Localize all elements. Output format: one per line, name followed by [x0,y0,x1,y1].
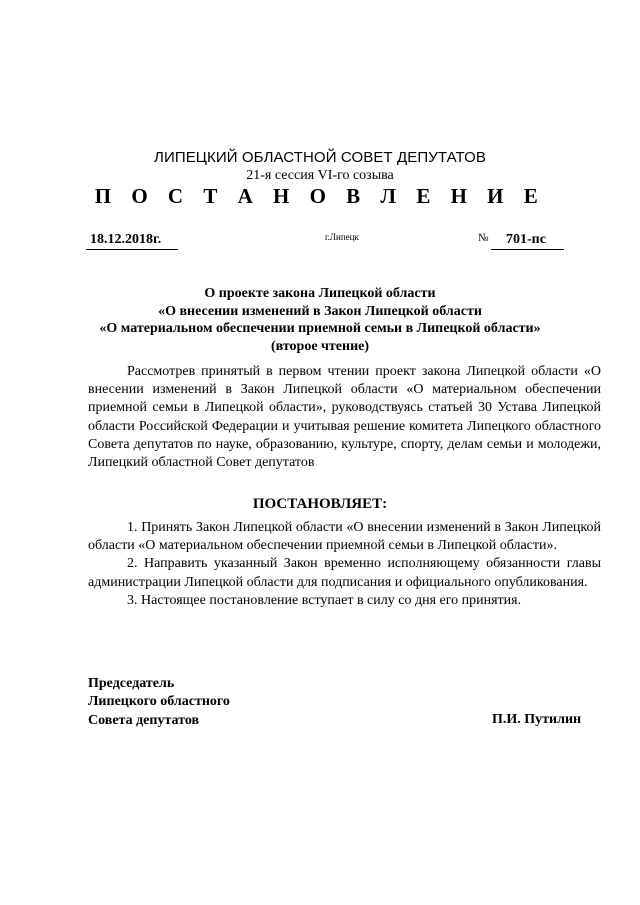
document-city: г.Липецк [325,232,359,242]
title-line: (второе чтение) [270,338,370,354]
organization-name: ЛИПЕЦКИЙ ОБЛАСТНОЙ СОВЕТ ДЕПУТАТОВ [154,149,486,166]
session-info: 21-я сессия VI-го созыва [246,168,394,183]
title-line: «О внесении изменений в Закон Липецкой области [158,303,482,319]
signature-line: Липецкого областного [88,694,230,710]
signature-line: Председатель [88,676,175,691]
number-underline [491,249,564,250]
number-sign: № [478,232,489,244]
title-line: «О материальном обеспечении приемной семьи в Липецкой области» [99,321,541,336]
signatory-name: П.И. Путилин [492,712,582,727]
document-type-heading: П О С Т А Н О В Л Е Н И Е [94,184,546,208]
decree-items [88,519,601,610]
signature-title [88,675,230,730]
document-date: 18.12.2018г. [90,232,162,247]
decree-item: 1. Принять Закон Липецкой области «О внесении изменений в Закон Липецкой области «О материальном обеспечении приемной семьи в Липецкой области». [88,520,601,554]
signature-line: Совета депутатов [88,712,200,728]
document-number: 701-пс [506,232,546,247]
document-title [0,285,640,355]
date-underline [86,249,178,250]
decree-item: 2. Направить указанный Закон временно исполняющему обязанности главы администрации Липецкой области для подписания и официального опубликования. [88,556,601,590]
preamble-paragraph: Рассмотрев принятый в первом чтении проект закона Липецкой области «О внесении изменений в Закон Липецкой области «О материальном обеспечении приемной семьи в Липецкой области», руководствуясь статьей 30 Устава Липецкой области Российской Федерации и учитывая решение комитета Липецкого областного Совета депутатов по науке, образованию, культуре, спорту, делам семьи и молодежи, Липецкий областной Совет депутатов [88,364,601,471]
title-line: О проекте закона Липецкой области [204,286,436,301]
decree-heading: ПОСТАНОВЛЯЕТ: [252,496,388,512]
decree-item: 3. Настоящее постановление вступает в силу со дня его принятия. [127,592,522,608]
